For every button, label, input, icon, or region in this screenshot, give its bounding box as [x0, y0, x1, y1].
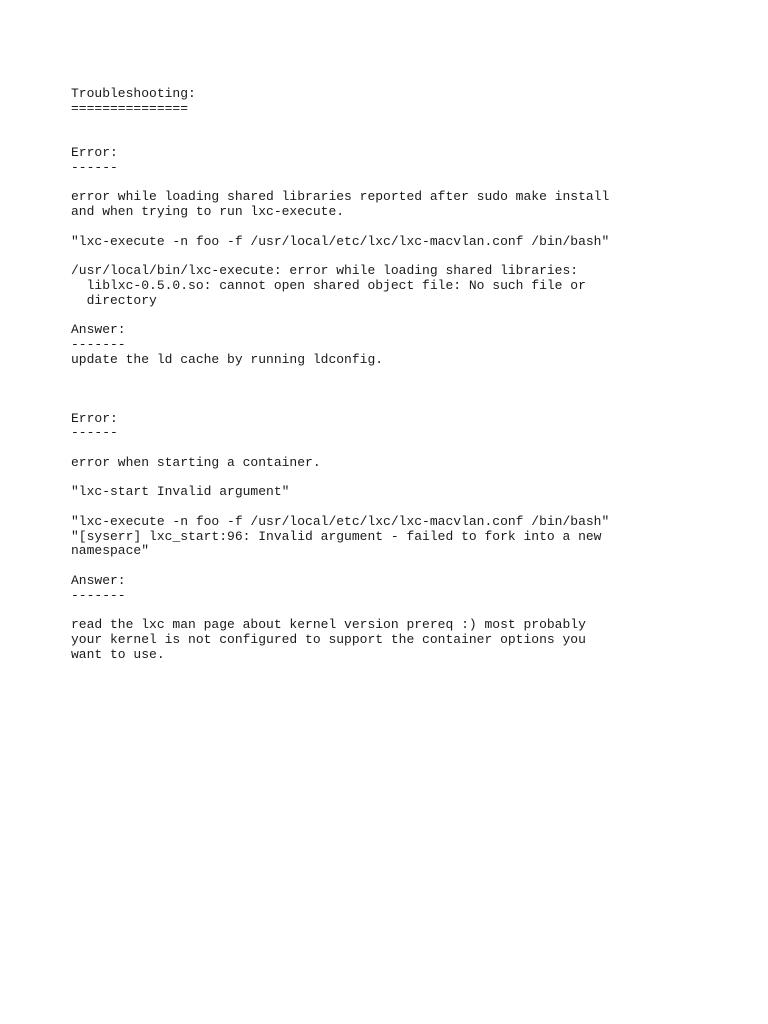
- blank-line: [71, 441, 731, 456]
- answer-heading-underline: -------: [71, 587, 126, 603]
- answer-text: your kernel is not configured to support the container options you: [71, 631, 586, 647]
- error-description: error when starting a container.: [71, 454, 321, 470]
- title-underline: ===============: [71, 100, 189, 116]
- blank-line: [71, 382, 731, 397]
- error-message: "lxc-start Invalid argument": [71, 484, 290, 500]
- error-output: directory: [71, 292, 157, 308]
- error-output: /usr/local/bin/lxc-execute: error while loading shared libraries:: [71, 263, 579, 278]
- error-heading-underline: ------: [71, 425, 118, 441]
- answer-heading: Answer:: [71, 322, 126, 337]
- command-line: "lxc-execute -n foo -f /usr/local/etc/lxc/lxc-macvlan.conf /bin/bash": [71, 513, 610, 529]
- answer-heading-underline: -------: [71, 336, 126, 352]
- error-description: and when trying to run lxc-execute.: [71, 204, 345, 219]
- error-description: error while loading shared libraries reported after sudo make install: [71, 189, 610, 205]
- blank-line: [71, 220, 731, 235]
- answer-text: read the lxc man page about kernel version prereq :) most probably: [71, 617, 586, 632]
- command-line: "lxc-execute -n foo -f /usr/local/etc/lxc/lxc-macvlan.conf /bin/bash": [71, 233, 610, 249]
- error-heading: Error:: [71, 410, 118, 426]
- blank-line: [71, 308, 731, 323]
- document-text: [71, 87, 731, 662]
- blank-line: [71, 559, 731, 574]
- error-output: namespace": [71, 543, 150, 559]
- answer-text: update the ld cache by running ldconfig.: [71, 351, 384, 367]
- blank-line: [71, 117, 731, 132]
- doc-title: Troubleshooting:: [71, 86, 196, 101]
- blank-line: [71, 176, 731, 191]
- error-output: "[syserr] lxc_start:96: Invalid argument - failed to fork into a new: [71, 528, 602, 544]
- blank-line: [71, 249, 731, 264]
- error-heading: Error:: [71, 145, 118, 160]
- blank-line: [71, 500, 731, 515]
- blank-line: [71, 367, 731, 382]
- error-output: liblxc-0.5.0.so: cannot open shared object file: No such file or: [71, 277, 586, 293]
- error-heading-underline: ------: [71, 159, 118, 175]
- blank-line: [71, 131, 731, 146]
- answer-text: want to use.: [71, 646, 165, 662]
- blank-line: [71, 603, 731, 618]
- blank-line: [71, 471, 731, 486]
- answer-heading: Answer:: [71, 572, 126, 588]
- blank-line: [71, 397, 731, 412]
